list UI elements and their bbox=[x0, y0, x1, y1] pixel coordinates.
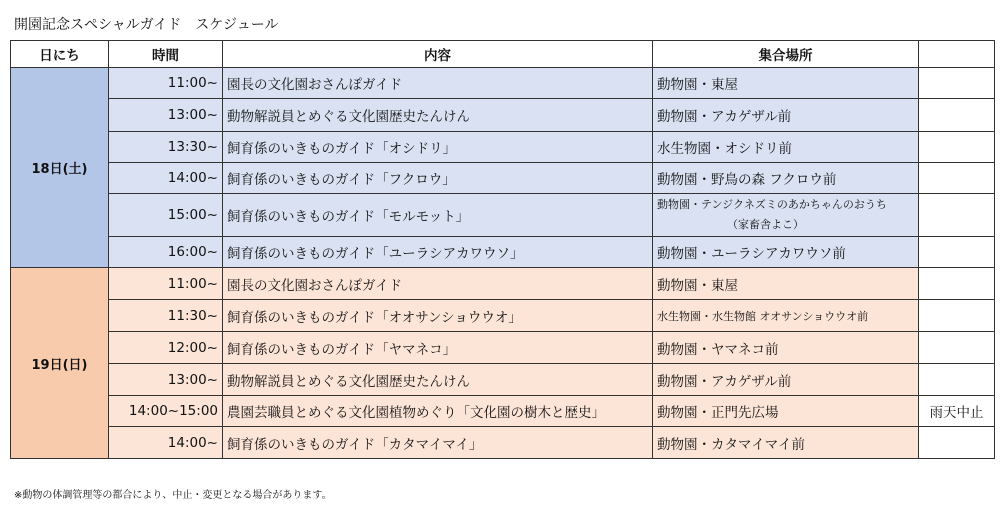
header-place: 集合場所 bbox=[653, 41, 919, 68]
table-row bbox=[11, 194, 995, 237]
page-title: 開園記念スペシャルガイド スケジュール bbox=[14, 17, 279, 33]
note-cell bbox=[919, 364, 995, 396]
table-row bbox=[11, 237, 995, 268]
content-cell: 飼育係のいきものガイド「フクロウ」 bbox=[223, 163, 653, 194]
place-cell: 水生物園・水生物館 オオサンショウウオ前 bbox=[653, 300, 919, 332]
place-cell: 水生物園・オシドリ前 bbox=[653, 132, 919, 163]
place-cell: 動物園・正門先広場 bbox=[653, 396, 919, 427]
header-time: 時間 bbox=[109, 41, 223, 68]
place-cell: 動物園・アカゲザル前 bbox=[653, 364, 919, 396]
note-cell bbox=[919, 237, 995, 268]
content-cell: 飼育係のいきものガイド「カタマイマイ」 bbox=[223, 427, 653, 459]
header-note bbox=[919, 41, 995, 68]
content-cell: 飼育係のいきものガイド「モルモット」 bbox=[223, 194, 653, 237]
place-cell bbox=[653, 194, 919, 237]
time-cell: 13:00~ bbox=[109, 99, 223, 132]
time-cell: 13:00~ bbox=[109, 364, 223, 396]
table-row bbox=[11, 427, 995, 459]
table-row bbox=[11, 396, 995, 427]
content-cell: 園長の文化園おさんぽガイド bbox=[223, 68, 653, 99]
place-line: 動物園・テンジクネズミのあかちゃんのおうち bbox=[657, 198, 887, 211]
place-cell: 動物園・アカゲザル前 bbox=[653, 99, 919, 132]
header-day: 日にち bbox=[11, 41, 109, 68]
day-cell: 18日(土) bbox=[11, 68, 109, 268]
schedule-table bbox=[10, 40, 995, 459]
content-cell: 飼育係のいきものガイド「オオサンショウウオ」 bbox=[223, 300, 653, 332]
time-cell: 11:00~ bbox=[109, 268, 223, 300]
time-cell: 16:00~ bbox=[109, 237, 223, 268]
time-cell: 14:00~ bbox=[109, 427, 223, 459]
time-cell: 14:00~15:00 bbox=[109, 396, 223, 427]
table-row bbox=[11, 364, 995, 396]
content-cell: 園長の文化園おさんぽガイド bbox=[223, 268, 653, 300]
note-cell: 雨天中止 bbox=[919, 396, 995, 427]
place-cell: 動物園・野鳥の森 フクロウ前 bbox=[653, 163, 919, 194]
note-cell bbox=[919, 427, 995, 459]
content-cell: 農園芸職員とめぐる文化園植物めぐり「文化園の樹木と歴史」 bbox=[223, 396, 653, 427]
note-cell bbox=[919, 300, 995, 332]
time-cell: 14:00~ bbox=[109, 163, 223, 194]
place-cell: 動物園・東屋 bbox=[653, 68, 919, 99]
time-cell: 11:00~ bbox=[109, 68, 223, 99]
header-row bbox=[11, 41, 995, 68]
time-cell: 13:30~ bbox=[109, 132, 223, 163]
content-cell: 動物解説員とめぐる文化園歴史たんけん bbox=[223, 364, 653, 396]
content-cell: 飼育係のいきものガイド「ユーラシアカワウソ」 bbox=[223, 237, 653, 268]
place-cell: 動物園・東屋 bbox=[653, 268, 919, 300]
footnote: ※動物の体調管理等の都合により、中止・変更となる場合があります。 bbox=[14, 490, 332, 501]
content-cell: 飼育係のいきものガイド「ヤマネコ」 bbox=[223, 332, 653, 364]
place-line-sub: （家畜舎よこ） bbox=[727, 218, 804, 231]
note-cell bbox=[919, 163, 995, 194]
table-row bbox=[11, 332, 995, 364]
table-row bbox=[11, 268, 995, 300]
time-cell: 11:30~ bbox=[109, 300, 223, 332]
content-cell: 飼育係のいきものガイド「オシドリ」 bbox=[223, 132, 653, 163]
time-cell: 15:00~ bbox=[109, 194, 223, 237]
table-row bbox=[11, 300, 995, 332]
note-cell bbox=[919, 132, 995, 163]
place-cell: 動物園・ユーラシアカワウソ前 bbox=[653, 237, 919, 268]
day-cell: 19日(日) bbox=[11, 268, 109, 459]
content-cell: 動物解説員とめぐる文化園歴史たんけん bbox=[223, 99, 653, 132]
note-cell bbox=[919, 99, 995, 132]
note-cell bbox=[919, 68, 995, 99]
table-row bbox=[11, 68, 995, 99]
table-row bbox=[11, 163, 995, 194]
place-cell: 動物園・カタマイマイ前 bbox=[653, 427, 919, 459]
table-row bbox=[11, 99, 995, 132]
table-row bbox=[11, 132, 995, 163]
header-content: 内容 bbox=[223, 41, 653, 68]
time-cell: 12:00~ bbox=[109, 332, 223, 364]
note-cell bbox=[919, 194, 995, 237]
note-cell bbox=[919, 332, 995, 364]
place-cell: 動物園・ヤマネコ前 bbox=[653, 332, 919, 364]
note-cell bbox=[919, 268, 995, 300]
